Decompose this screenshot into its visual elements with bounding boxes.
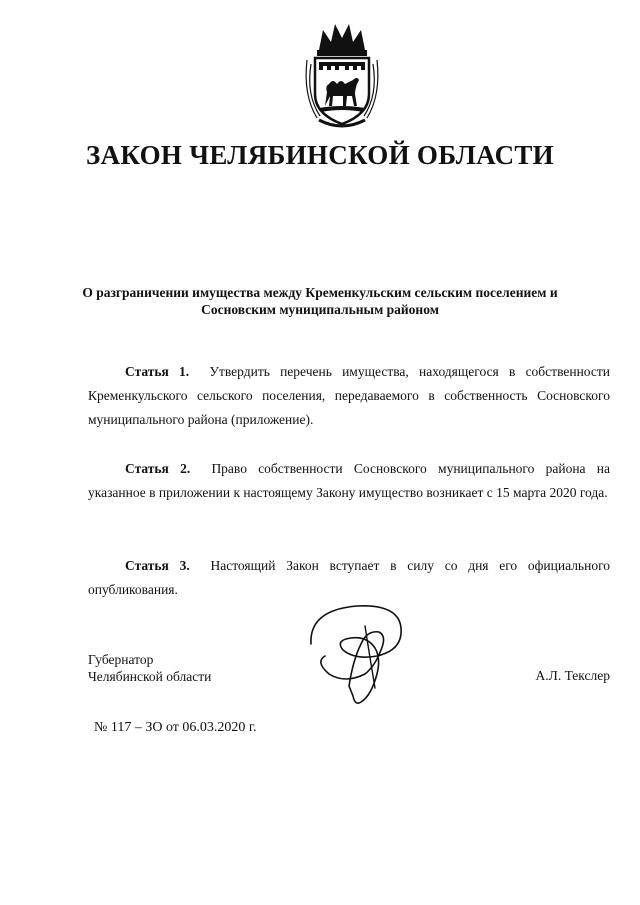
subtitle-line: Сосновским муниципальным районом xyxy=(201,302,439,317)
article-text: Право собственности Сосновского муниципального района на указанное в приложении к настоящему Закону имущество возникает с 15 марта 2020 года. xyxy=(88,461,610,500)
subtitle-line: О разграничении имущества между Кременкульским сельским поселением и xyxy=(82,285,558,300)
article-3 xyxy=(88,554,610,602)
article-2 xyxy=(88,457,610,505)
governor-title xyxy=(88,651,211,685)
governor-title-line: Губернатор xyxy=(88,652,154,667)
handwritten-signature xyxy=(295,600,415,712)
governor-title-line: Челябинской области xyxy=(88,669,212,684)
article-1 xyxy=(88,360,610,432)
article-text: Утвердить перечень имущества, находящегося в собственности Кременкульского сельского поселения, передаваемого в собственность Сосновского муниципального района (приложение). xyxy=(88,364,611,427)
article-number: Статья 1. xyxy=(125,364,190,379)
coat-of-arms-icon xyxy=(297,20,387,132)
registration-number: № 117 – ЗО от 06.03.2020 г. xyxy=(94,720,257,735)
article-number: Статья 2. xyxy=(125,461,191,476)
article-number: Статья 3. xyxy=(125,558,190,573)
article-text: Настоящий Закон вступает в силу со дня его официального опубликования. xyxy=(88,558,611,597)
signer-name: А.Л. Текслер xyxy=(535,668,610,683)
document-subtitle xyxy=(70,284,570,318)
document-title: ЗАКОН ЧЕЛЯБИНСКОЙ ОБЛАСТИ xyxy=(86,140,554,170)
